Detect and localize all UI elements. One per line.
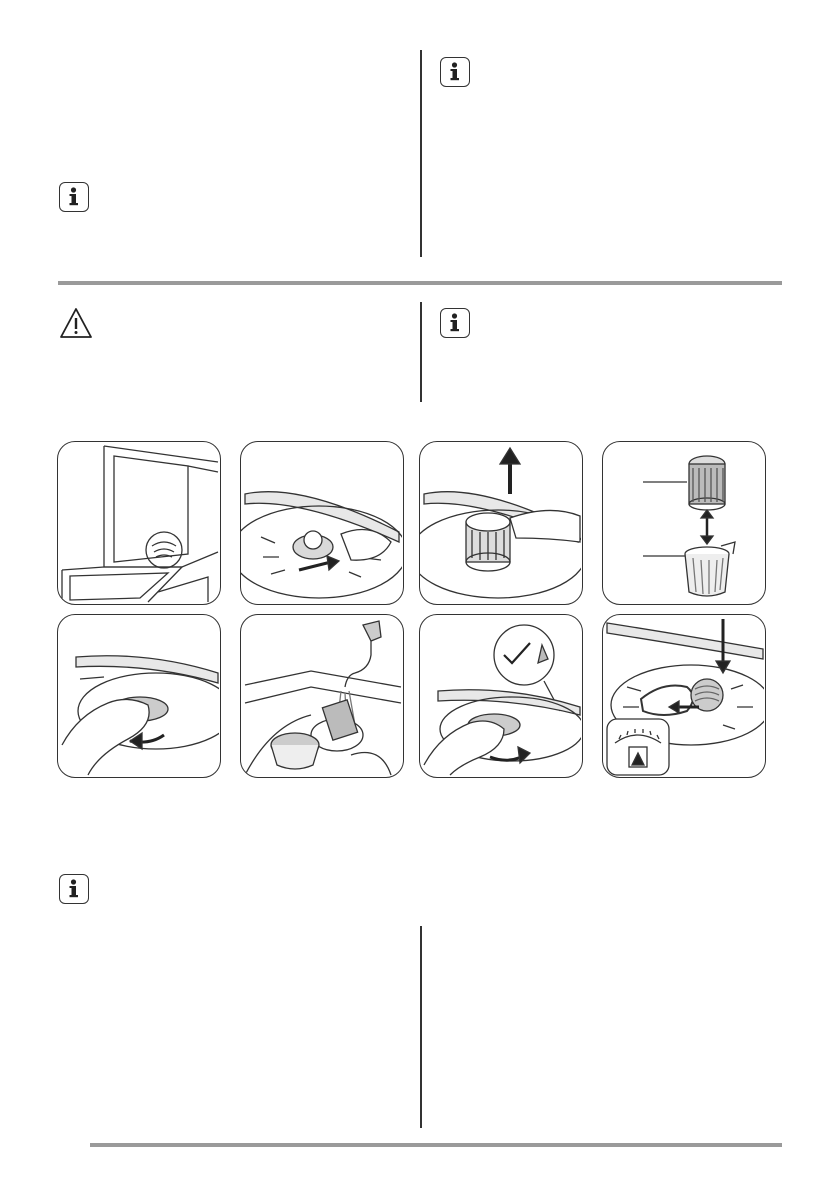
footer-rule bbox=[90, 1143, 782, 1147]
step-5-remove-flat-filter-panel bbox=[57, 614, 221, 778]
info-icon bbox=[440, 308, 470, 338]
section-rule bbox=[58, 281, 782, 285]
column-divider-bottom bbox=[420, 926, 422, 1128]
column-divider-top bbox=[420, 50, 422, 257]
step-6-rinse-filters-panel bbox=[240, 614, 404, 778]
step-3-lift-filter-panel bbox=[419, 441, 583, 605]
column-divider-middle bbox=[420, 302, 422, 402]
step-4-separate-filters-panel bbox=[602, 441, 766, 605]
info-icon bbox=[440, 57, 470, 87]
step-2-turn-filter-panel bbox=[240, 441, 404, 605]
warning-triangle-icon bbox=[58, 306, 94, 340]
info-icon bbox=[59, 182, 89, 212]
step-1-open-dishwasher-panel bbox=[57, 441, 221, 605]
step-8-lock-filter-panel bbox=[602, 614, 766, 778]
info-icon bbox=[59, 874, 89, 904]
step-7-refit-flat-filter-panel bbox=[419, 614, 583, 778]
